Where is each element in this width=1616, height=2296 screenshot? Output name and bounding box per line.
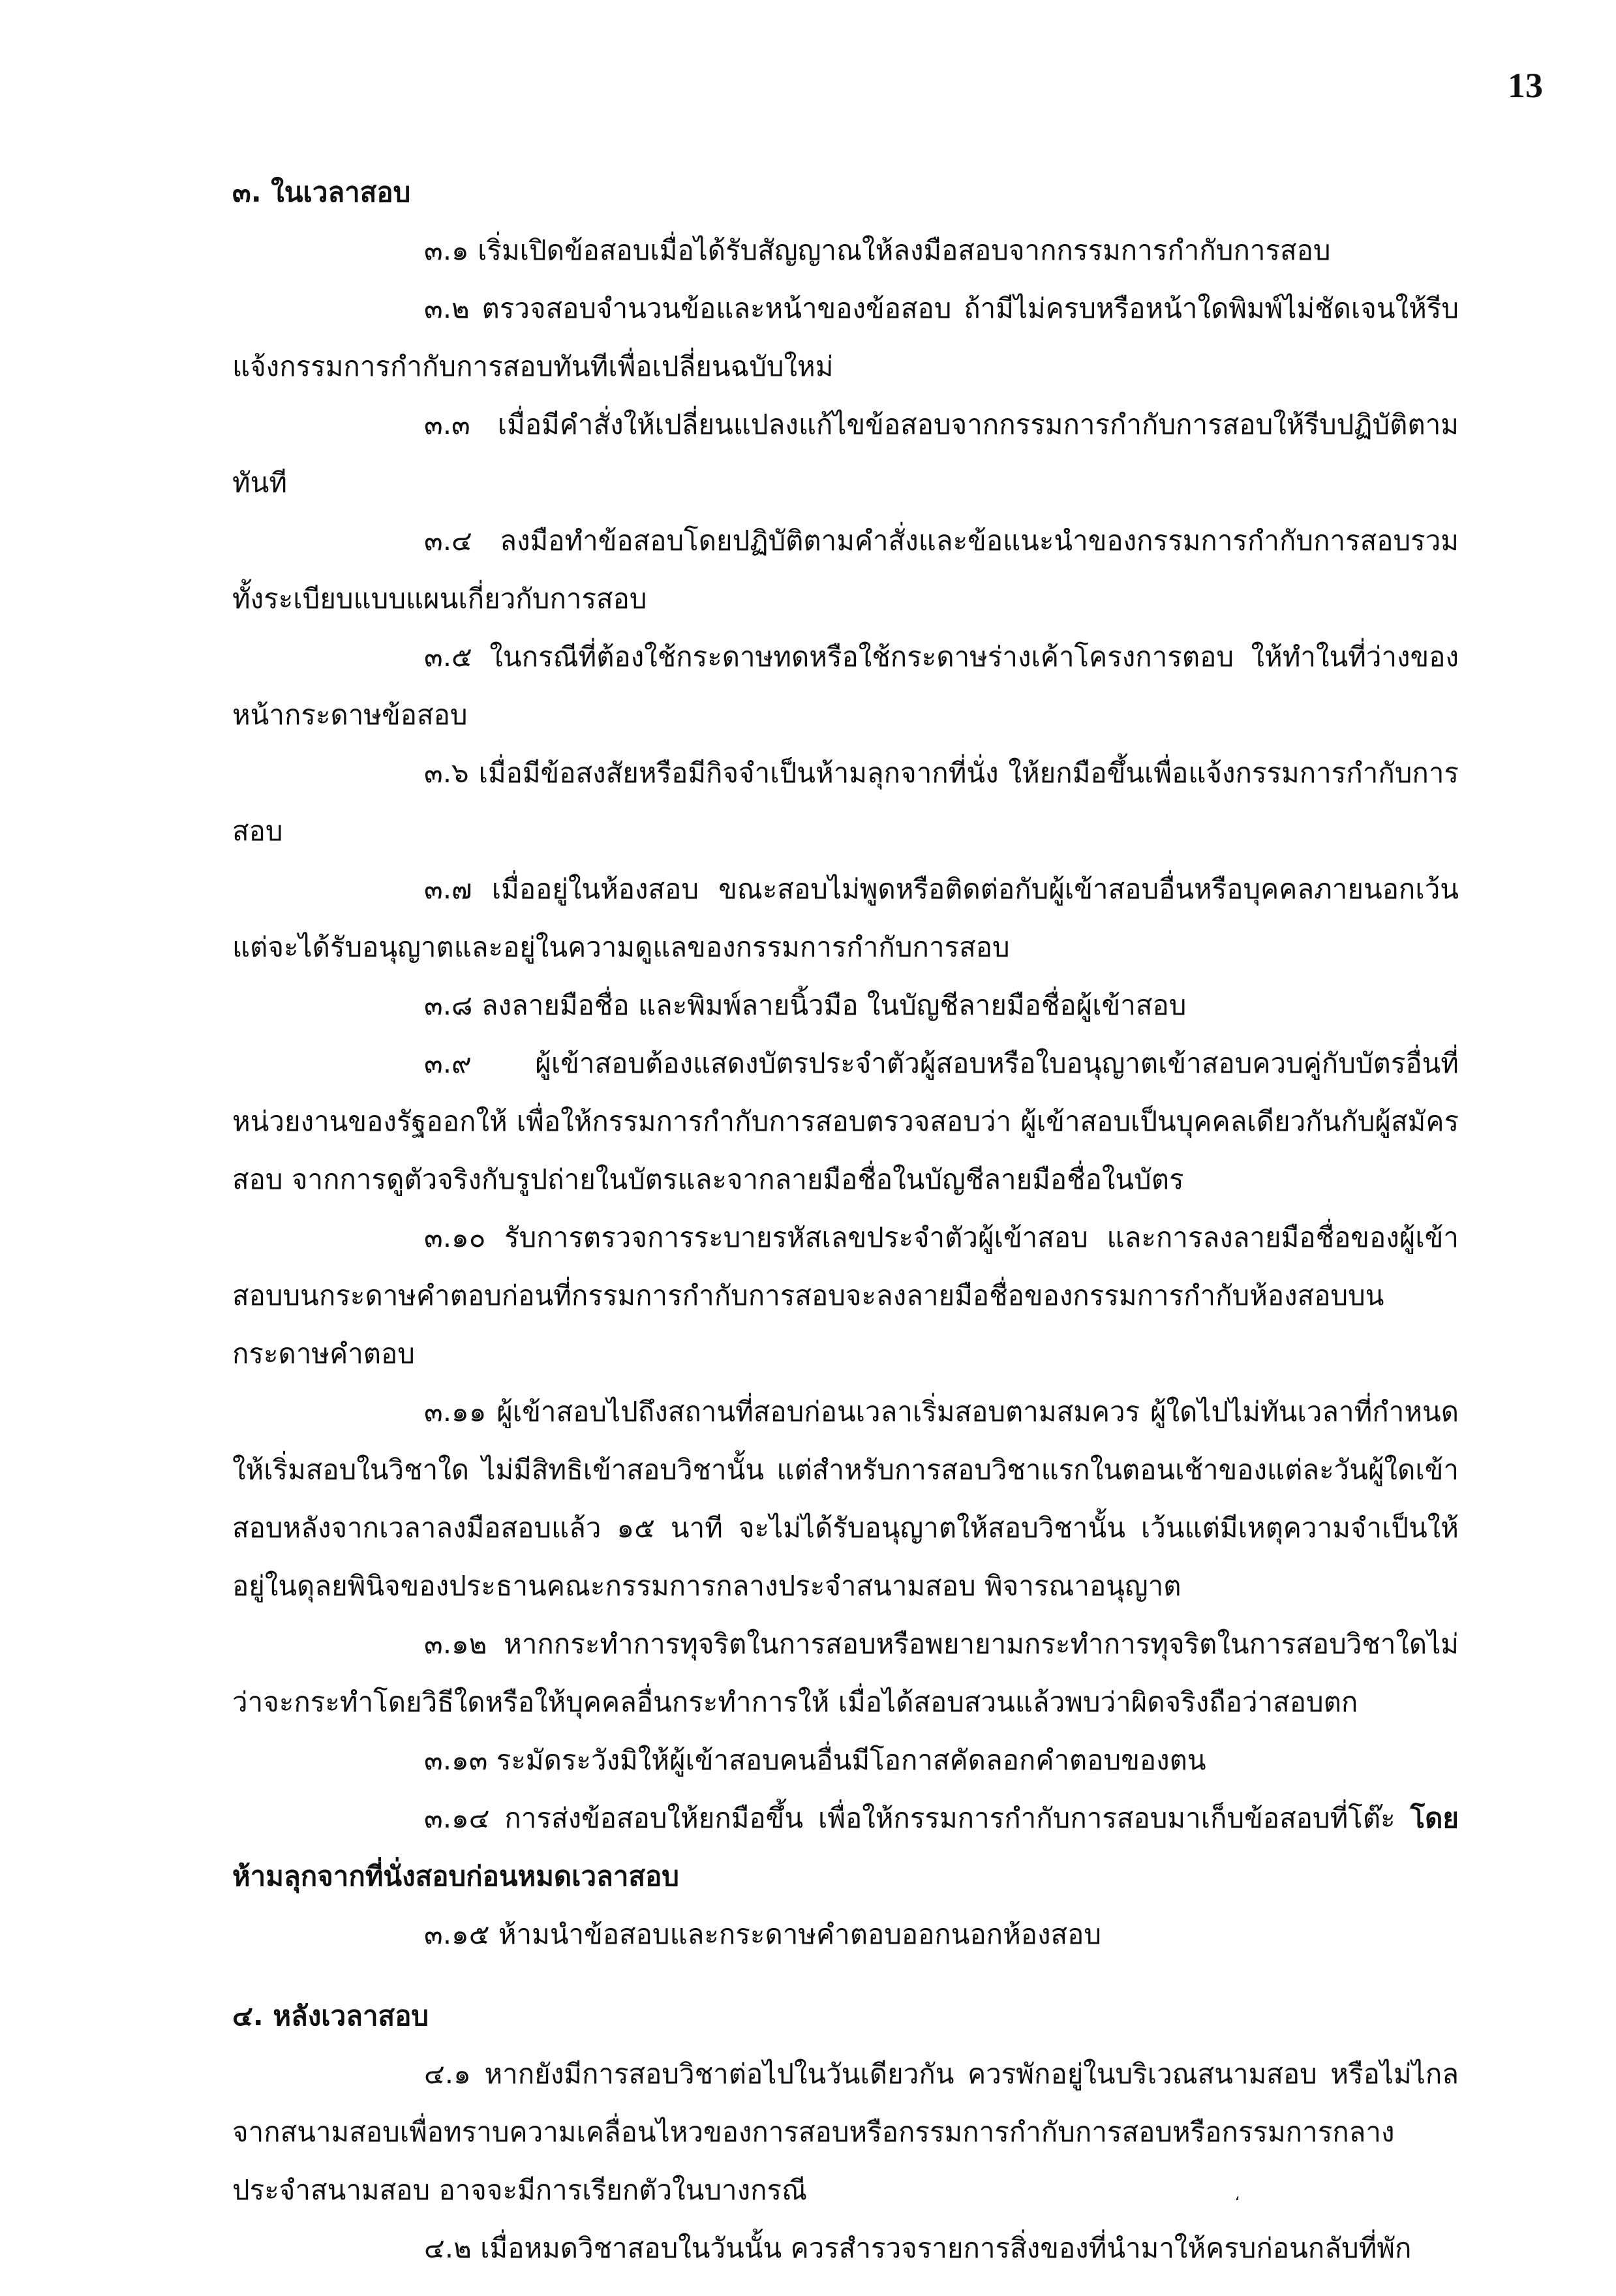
footer-mark: ʻ (1235, 2194, 1240, 2212)
rule-3-3: ๓.๓ เมื่อมีคำสั่งให้เปลี่ยนแปลงแก้ไขข้อสอบจากกรรมการกำกับการสอบให้รีบปฏิบัติตามทันที (232, 408, 1459, 498)
rule-3-7: ๓.๗ เมื่ออยู่ในห้องสอบ ขณะสอบไม่พูดหรือติดต่อกับผู้เข้าสอบอื่นหรือบุคคลภายนอกเว้นแต่จะได้รับอนุญาตและอยู่ในความดูแลของกรรมการกำกับการสอบ (232, 873, 1459, 963)
rule-3-10: ๓.๑๐ รับการตรวจการระบายรหัสเลขประจำตัวผู้เข้าสอบ และการลงลายมือชื่อของผู้เข้าสอบบนกระดาษคำตอบก่อนที่กรรมการกำกับการสอบจะลงลายมือชื่อของกรรมการกำกับห้องสอบบนกระดาษคำตอบ (232, 1221, 1459, 1370)
section-heading-after-exam: ๔. หลังเวลาสอบ (232, 2000, 429, 2032)
rule-3-14 (232, 1789, 1459, 1905)
rule-3-6: ๓.๖ เมื่อมีข้อสงสัยหรือมีกิจจำเป็นห้ามลุกจากที่นั่ง ให้ยกมือขึ้นเพื่อแจ้งกรรมการกำกับการสอบ (232, 757, 1459, 847)
rule-3-8: ๓.๘ ลงลายมือชื่อ และพิมพ์ลายนิ้วมือ ในบัญชีลายมือชื่อผู้เข้าสอบ (424, 989, 1187, 1021)
rule-3-11: ๓.๑๑ ผู้เข้าสอบไปถึงสถานที่สอบก่อนเวลาเริ่มสอบตามสมควร ผู้ใดไปไม่ทันเวลาที่กำหนดให้เริ่มสอบในวิชาใด ไม่มีสิทธิเข้าสอบวิชานั้น แต่สำหรับการสอบวิชาแรกในตอนเช้าของแต่ละวันผู้ใดเข้าสอบหลังจากเวลาลงมือสอบแล้ว ๑๕ นาที จะไม่ได้รับอนุญาตให้สอบวิชานั้น เว้นแต่มีเหตุความจำเป็นให้อยู่ในดุลยพินิจของประธานคณะกรรมการกลางประจำสนามสอบ พิจารณาอนุญาต (232, 1396, 1459, 1602)
rule-3-9: ๓.๙ ผู้เข้าสอบต้องแสดงบัตรประจำตัวผู้สอบหรือใบอนุญาตเข้าสอบควบคู่กับบัตรอื่นที่หน่วยงานของรัฐออกให้ เพื่อให้กรรมการกำกับการสอบตรวจสอบว่า ผู้เข้าสอบเป็นบุคคลเดียวกันกับผู้สมัครสอบ จากการดูตัวจริงกับรูปถ่ายในบัตรและจากลายมือชื่อในบัญชีลายมือชื่อในบัตร (232, 1047, 1459, 1195)
rule-3-14-text: ๓.๑๔ การส่งข้อสอบให้ยกมือขึ้น เพื่อให้กรรมการกำกับการสอบมาเก็บข้อสอบที่โต๊ะ (424, 1802, 1395, 1834)
rule-4-2: ๔.๒ เมื่อหมดวิชาสอบในวันนั้น ควรสำรวจรายการสิ่งของที่นำมาให้ครบก่อนกลับที่พัก (424, 2232, 1412, 2264)
rule-4-1: ๔.๑ หากยังมีการสอบวิชาต่อไปในวันเดียวกัน ควรพักอยู่ในบริเวณสนามสอบ หรือไม่ไกลจากสนามสอบเพื่อทราบความเคลื่อนไหวของการสอบหรือกรรมการกำกับการสอบหรือกรรมการกลางประจำสนามสอบ อาจจะมีการเรียกตัวในบางกรณี (232, 2058, 1459, 2206)
document-body (232, 163, 1459, 2277)
rule-3-2: ๓.๒ ตรวจสอบจำนวนข้อและหน้าของข้อสอบ ถ้ามีไม่ครบหรือหน้าใดพิมพ์ไม่ชัดเจนให้รีบแจ้งกรรมการกำกับการสอบทันทีเพื่อเปลี่ยนฉบับใหม่ (232, 292, 1459, 382)
rule-3-4: ๓.๔ ลงมือทำข้อสอบโดยปฏิบัติตามคำสั่งและข้อแนะนำของกรรมการกำกับการสอบรวมทั้งระเบียบแบบแผนเกี่ยวกับการสอบ (232, 525, 1459, 615)
section-heading-during-exam: ๓. ในเวลาสอบ (232, 176, 411, 208)
rule-3-14-bold-text: โดยห้ามลุกจากที่นั่งสอบก่อนหมดเวลาสอบ (232, 1802, 1459, 1892)
rule-3-15: ๓.๑๕ ห้ามนำข้อสอบและกระดาษคำตอบออกนอกห้องสอบ (424, 1918, 1102, 1950)
rule-3-13: ๓.๑๓ ระมัดระวังมิให้ผู้เข้าสอบคนอื่นมีโอกาสคัดลอกคำตอบของตน (424, 1744, 1206, 1776)
page-number: 13 (1508, 66, 1543, 105)
rule-3-12: ๓.๑๒ หากกระทำการทุจริตในการสอบหรือพยายามกระทำการทุจริตในการสอบวิชาใดไม่ว่าจะกระทำโดยวิธีใดหรือให้บุคคลอื่นกระทำการให้ เมื่อได้สอบสวนแล้วพบว่าผิดจริงถือว่าสอบตก (232, 1628, 1459, 1718)
rule-3-1: ๓.๑ เริ่มเปิดข้อสอบเมื่อได้รับสัญญาณให้ลงมือสอบจากกรรมการกำกับการสอบ (424, 234, 1331, 266)
rule-3-5: ๓.๕ ในกรณีที่ต้องใช้กระดาษทดหรือใช้กระดาษร่างเค้าโครงการตอบ ให้ทำในที่ว่างของหน้ากระดาษข้อสอบ (232, 641, 1459, 731)
